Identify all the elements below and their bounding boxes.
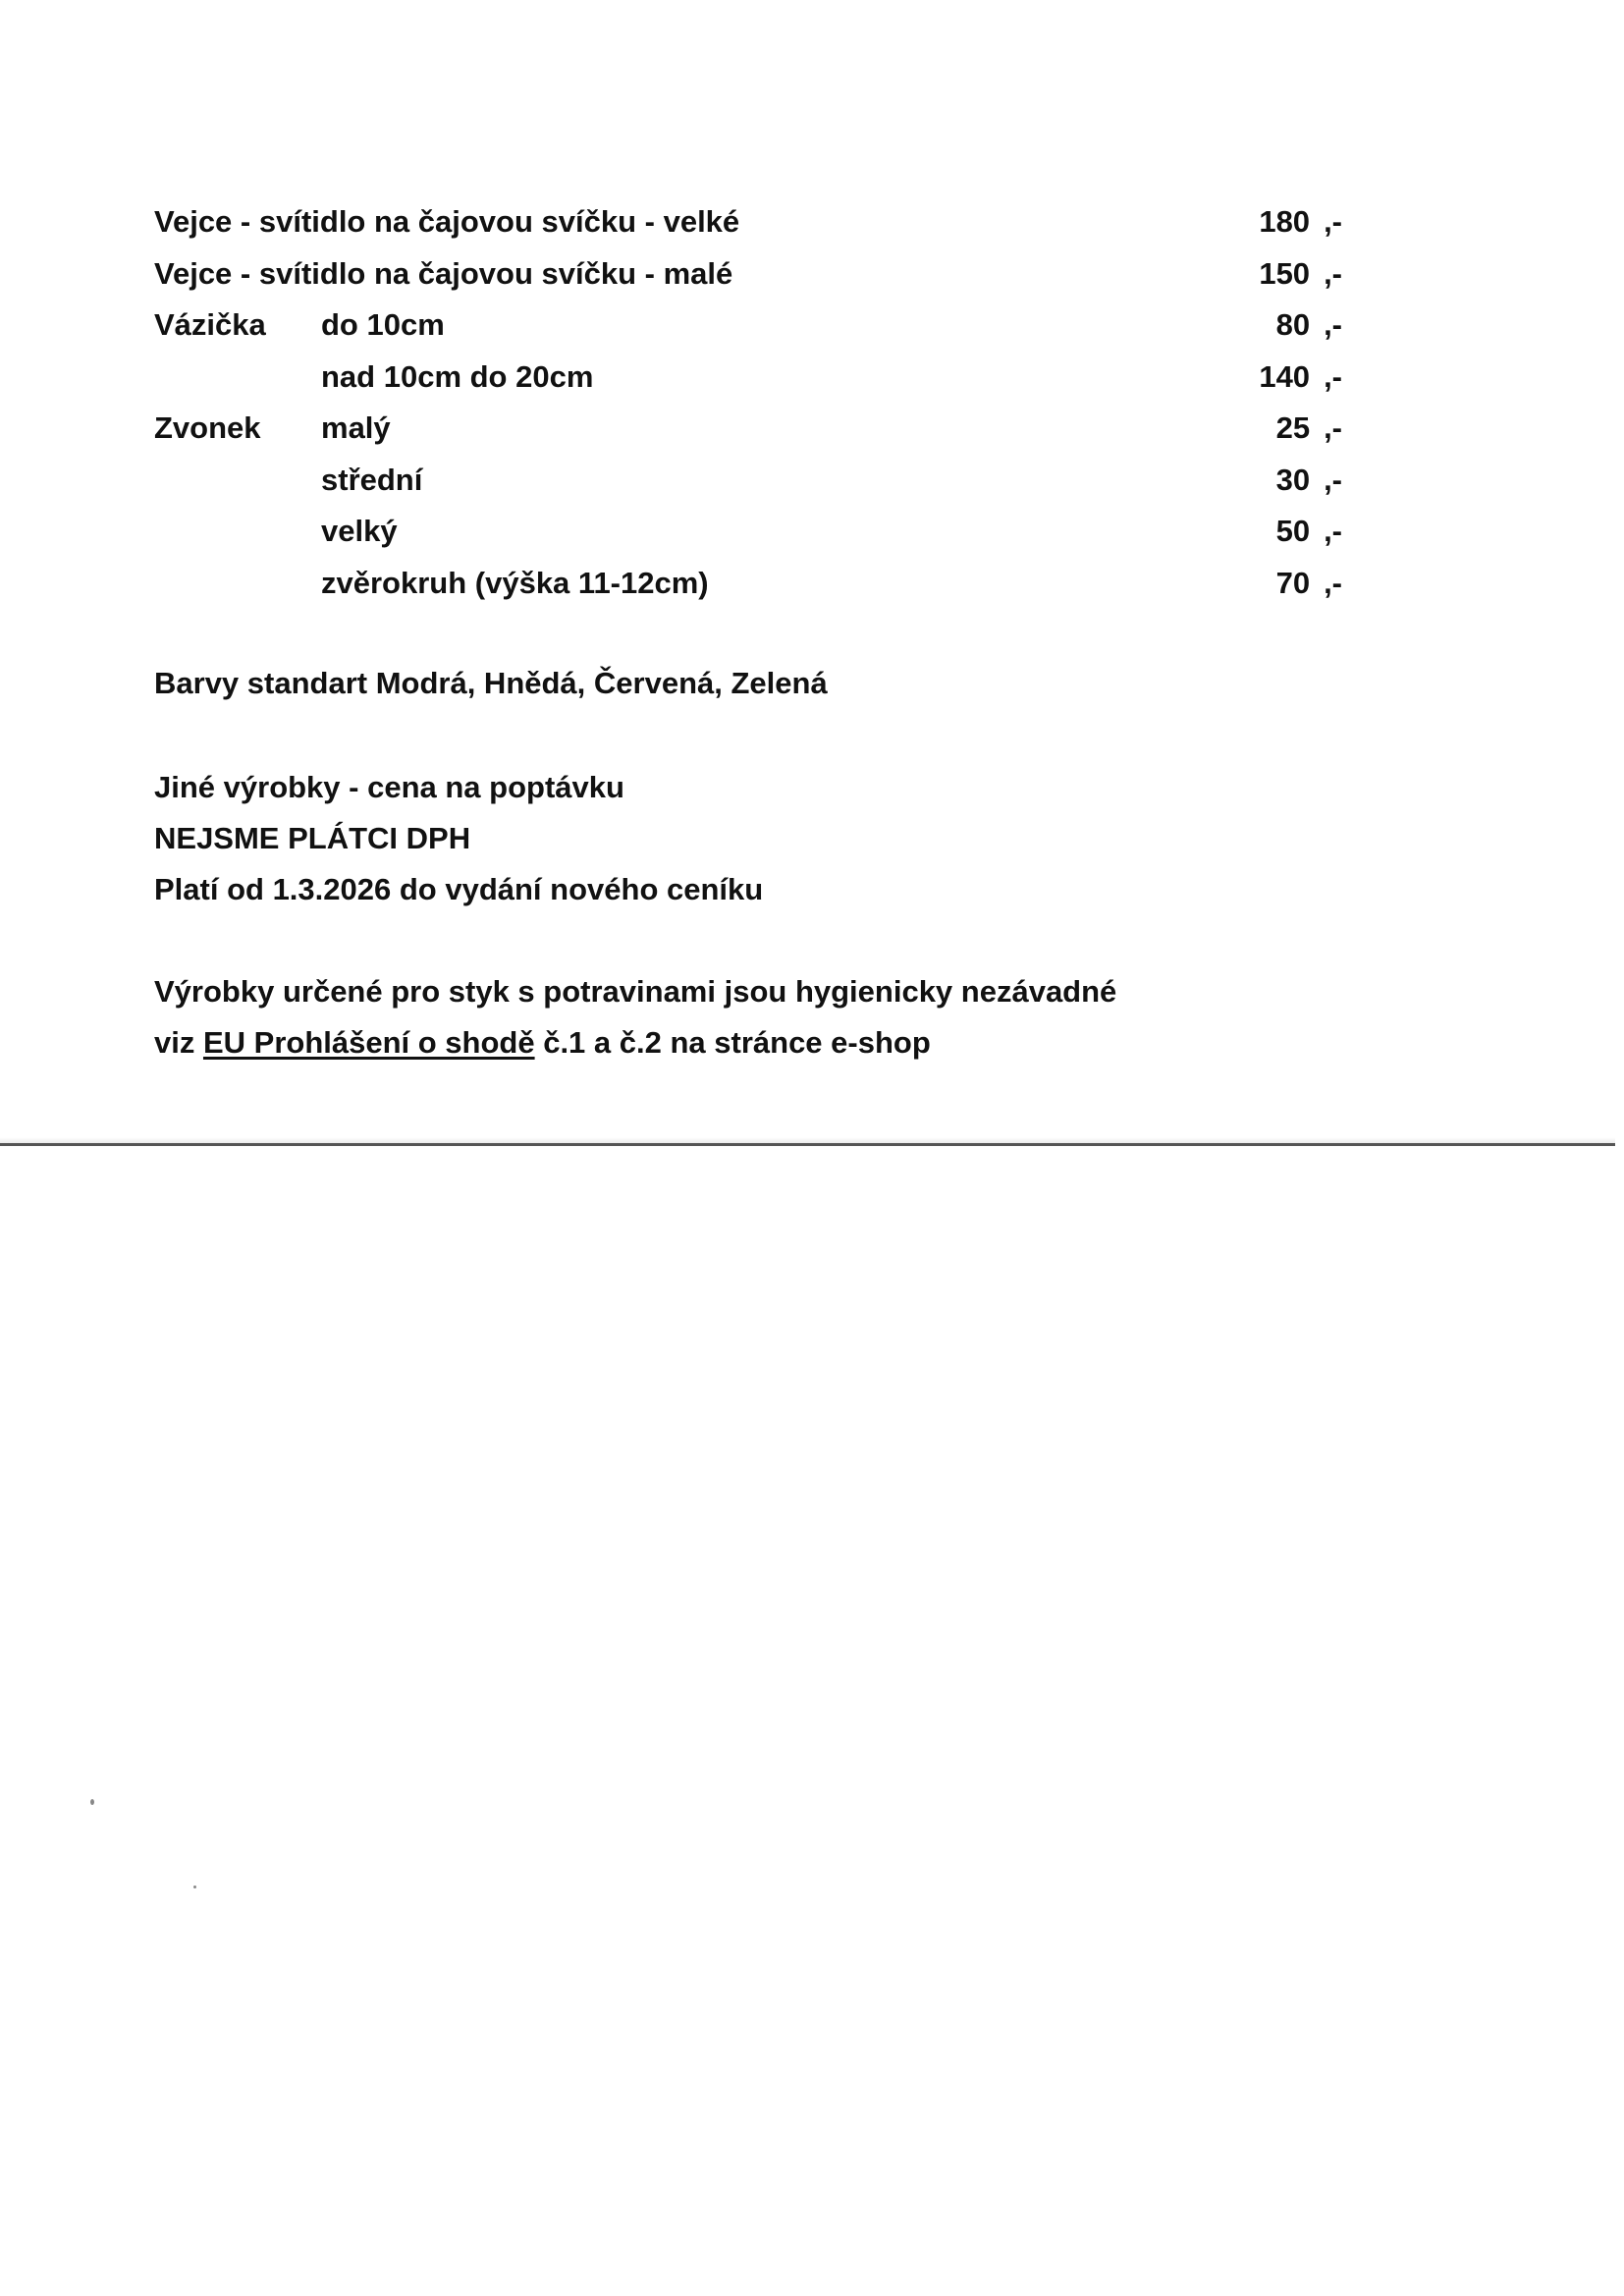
conformity-suffix: č.1 a č.2 na stránce e-shop (534, 1025, 931, 1060)
price-suffix: ,- (1324, 358, 1342, 394)
price-suffix: ,- (1324, 514, 1342, 548)
eu-declaration-link[interactable]: EU Prohlášení o shodě (202, 1025, 535, 1060)
product-price (1231, 558, 1342, 610)
product-label: Vázička (154, 307, 266, 342)
product-variant: velký (321, 514, 398, 548)
price-amount: 150 (1259, 255, 1311, 291)
product-price (1231, 196, 1342, 248)
price-amount: 25 (1275, 410, 1311, 445)
price-suffix: ,- (1324, 462, 1342, 497)
colors-note: Barvy standart Modrá, Hnědá, Červená, Zelená (154, 666, 828, 700)
price-amount: 50 (1275, 514, 1311, 548)
price-row (154, 352, 1342, 404)
price-amount: 140 (1259, 358, 1311, 394)
product-label: Zvonek (154, 410, 261, 445)
product-variant: střední (321, 462, 423, 497)
product-variant: malý (321, 410, 391, 445)
paper-edge-line (0, 1143, 1615, 1146)
scan-speck (193, 1886, 196, 1888)
other-products-note: Jiné výrobky - cena na poptávku (154, 770, 624, 804)
food-safety-line: Výrobky určené pro styk s potravinami jsou hygienicky nezávadné (154, 974, 1117, 1009)
product-label: Vejce - svítidlo na čajovou svíčku - velké (154, 204, 740, 239)
product-variant: do 10cm (321, 307, 445, 342)
product-variant: nad 10cm do 20cm (321, 358, 594, 394)
price-row (154, 300, 1342, 352)
price-row (154, 558, 1342, 610)
product-label: Vejce - svítidlo na čajovou svíčku - malé (154, 255, 733, 291)
price-row (154, 403, 1342, 455)
price-table (154, 196, 1342, 609)
product-price (1231, 300, 1342, 352)
product-price (1231, 403, 1342, 455)
price-suffix: ,- (1324, 204, 1342, 239)
price-suffix: ,- (1324, 307, 1342, 342)
food-safety-section (154, 966, 1116, 1068)
price-row (154, 506, 1342, 558)
product-price (1231, 248, 1342, 301)
product-price (1231, 352, 1342, 404)
price-row (154, 248, 1342, 301)
scan-speck (90, 1799, 94, 1805)
price-amount: 80 (1275, 307, 1311, 342)
vat-note: NEJSME PLÁTCI DPH (154, 821, 471, 855)
price-row (154, 196, 1342, 248)
colors-section (154, 658, 828, 709)
product-price (1231, 506, 1342, 558)
price-suffix: ,- (1324, 255, 1342, 291)
price-row (154, 455, 1342, 507)
conformity-prefix: viz (154, 1025, 203, 1060)
product-variant: zvěrokruh (výška 11-12cm) (321, 565, 709, 600)
price-amount: 180 (1259, 204, 1311, 239)
price-amount: 70 (1275, 565, 1311, 600)
product-price (1231, 455, 1342, 507)
price-amount: 30 (1275, 462, 1311, 497)
conformity-line (154, 1017, 1116, 1068)
validity-note: Platí od 1.3.2026 do vydání nového ceníku (154, 872, 764, 906)
price-suffix: ,- (1324, 565, 1342, 600)
info-section (154, 762, 763, 915)
price-suffix: ,- (1324, 410, 1342, 445)
